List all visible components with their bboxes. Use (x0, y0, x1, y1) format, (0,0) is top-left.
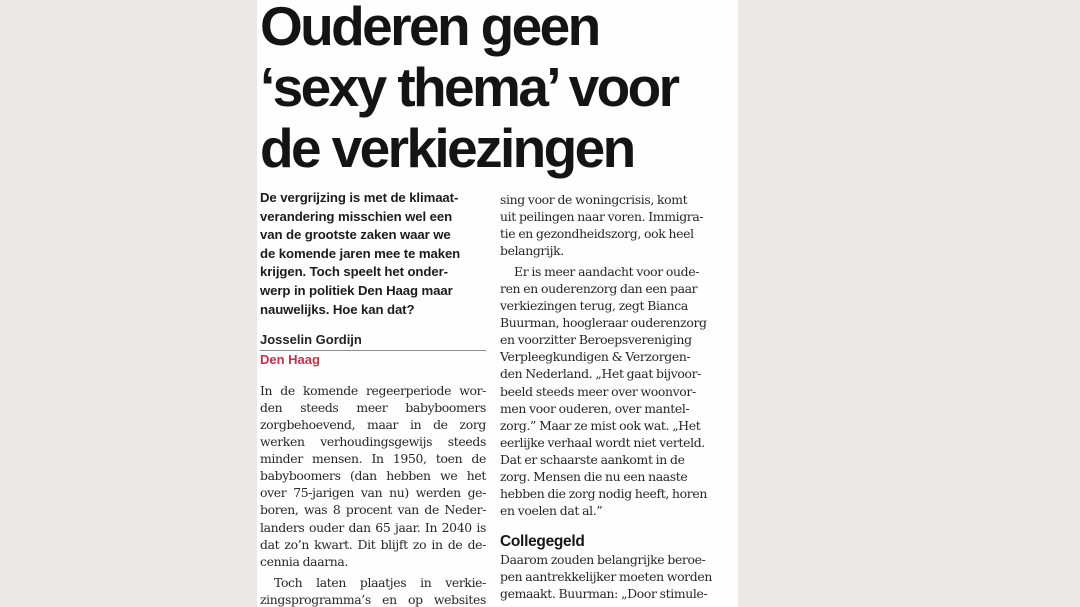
text-line: tie en gezondheidszorg, ook heel (500, 226, 694, 242)
newspaper-page (257, 0, 738, 607)
body-paragraph (500, 551, 728, 602)
text-line: Dat er schaarste aankomt in de (500, 451, 685, 467)
dateline: Den Haag (260, 352, 320, 368)
intro-lead (260, 189, 486, 319)
right-column (500, 191, 728, 602)
text-line: pen aantrekkelijker moeten worden (500, 568, 712, 584)
text-line: Verpleegkundigen & Verzorgen- (500, 349, 691, 365)
body-paragraph (500, 191, 728, 259)
text-line: men voor ouderen, over mantel- (500, 400, 690, 416)
text-line: beeld steeds meer over woonvor- (500, 383, 696, 399)
text-line: uit peilingen naar voren. Immigra- (500, 209, 704, 225)
text-line: werken verhoudingsgewijs steeds (260, 434, 486, 450)
text-line: over 75-jarigen van nu) werden ge- (260, 485, 486, 501)
headline (260, 0, 736, 179)
text-line: sing voor de woningcrisis, komt (500, 192, 688, 207)
text-line: eerlijke verhaal wordt niet verteld. (500, 434, 705, 450)
text-line: en voorzitter Beroepsvereniging (500, 332, 692, 348)
text-line: en voelen dat al.” (500, 502, 603, 518)
text-line: zorgbehoevend, maar in de zorg (260, 417, 486, 433)
text-line: zorg.” Maar ze mist ook wat. „Het (500, 417, 701, 433)
text-line: Daarom zouden belangrijke beroe- (500, 551, 706, 567)
intro-line: krijgen. Toch speelt het onder- (260, 264, 448, 280)
text-line: gemaakt. Buurman: „Door stimule- (500, 585, 708, 601)
text-line: Buurman, hoogleraar ouderenzorg (500, 315, 707, 331)
intro-line: nauwelijks. Hoe kan dat? (260, 301, 415, 317)
intro-line: verandering misschien wel een (260, 208, 453, 224)
headline-line: de verkiezingen (260, 117, 634, 179)
text-line: hebben die zorg nodig heeft, horen (500, 485, 707, 501)
author-byline: Josselin Gordijn (260, 331, 486, 351)
text-line: Toch laten plaatjes in verkie- (274, 574, 486, 590)
intro-line: De vergrijzing is met de klimaat- (260, 190, 459, 205)
body-paragraph (260, 382, 486, 570)
text-line: ren en ouderenzorg dan een paar (500, 281, 698, 297)
body-paragraph (500, 263, 728, 519)
text-line: dat zo’n kwart. Dit blijft zo in de de- (260, 536, 486, 552)
text-line: den steeds meer babyboomers (260, 400, 486, 416)
text-line: zingsprogramma’s en op websites (260, 591, 486, 607)
text-line: belangrijk. (500, 243, 564, 259)
intro-line: de komende jaren mee te maken (260, 245, 461, 261)
text-line: zorg. Mensen die nu een naaste (500, 468, 688, 484)
section-subhead: Collegegeld (500, 532, 585, 550)
text-line: cennia daarna. (260, 553, 349, 569)
intro-line: werp in politiek Den Haag maar (260, 282, 453, 298)
text-line: boren, was 8 procent van de Neder- (260, 502, 486, 518)
headline-line: ‘sexy thema’ voor (260, 56, 678, 118)
text-line: minder mensen. In 1950, toen de (260, 451, 486, 467)
text-line: babyboomers (dan hebben we het (260, 468, 486, 484)
left-column (260, 189, 486, 607)
text-line: verkiezingen terug, zegt Bianca (500, 298, 688, 314)
text-line: Er is meer aandacht voor oude- (514, 264, 700, 280)
body-paragraph (260, 574, 486, 607)
headline-line: Ouderen geen (260, 0, 599, 57)
text-line: In de komende regeerperiode wor- (260, 383, 486, 399)
text-line: landers ouder dan 65 jaar. In 2040 is (260, 519, 486, 535)
text-line: den Nederland. „Het gaat bijvoor- (500, 366, 701, 382)
intro-line: van de grootste zaken waar we (260, 227, 451, 243)
